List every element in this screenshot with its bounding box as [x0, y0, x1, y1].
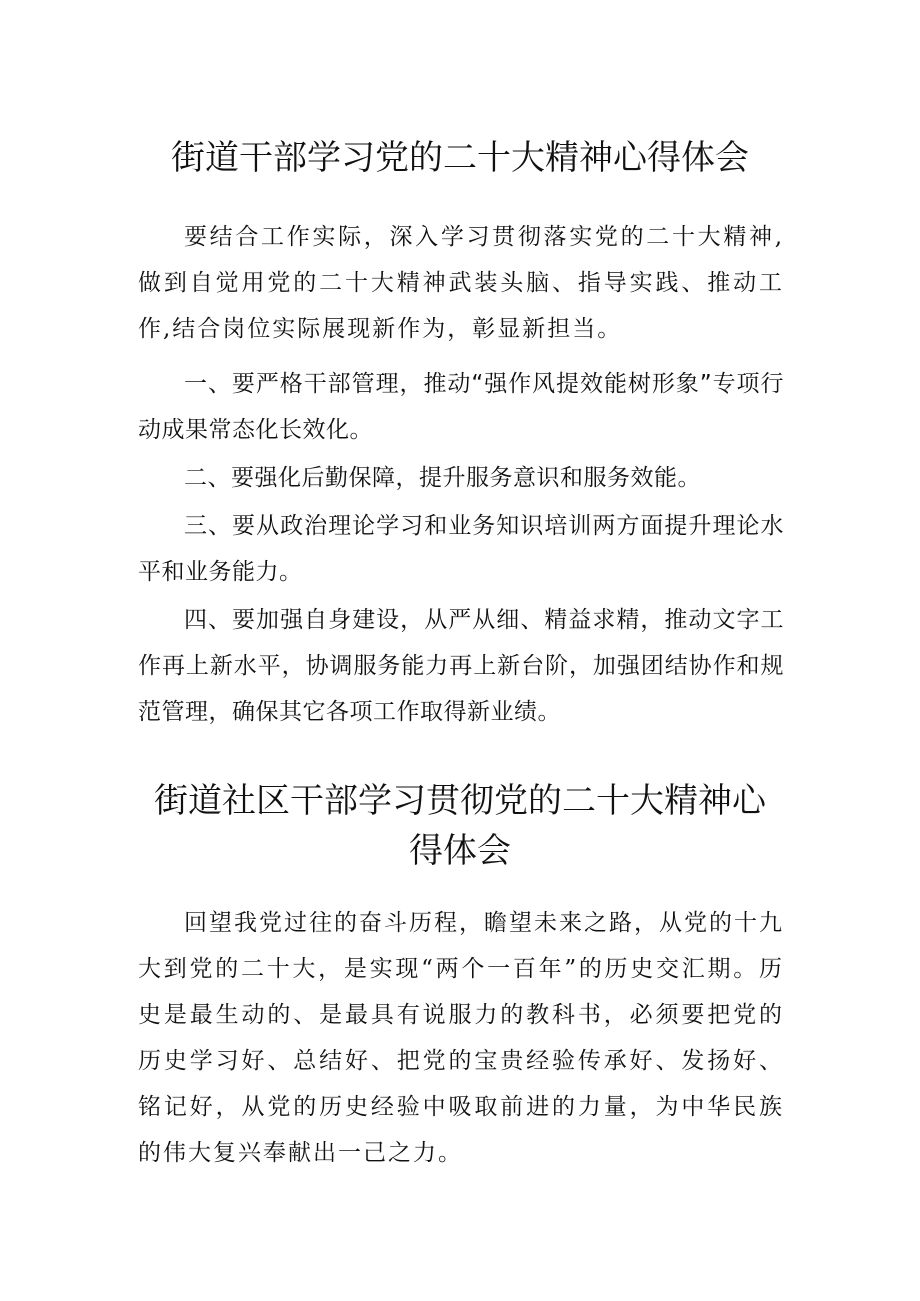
article2-title [120, 776, 800, 876]
article1-item-4: 四、要加强自身建设，从严从细、精益求精，推动文字工作再上新水平，协调服务能力再上新台阶，加强团结协作和规范管理，确保其它各项工作取得新业绩。 [138, 607, 784, 725]
article2-title-line1: 街道社区干部学习贯彻党的二十大精神心 [154, 781, 766, 821]
article2-paragraph: 回望我党过往的奋斗历程，瞻望未来之路，从党的十九大到党的二十大，是实现“两个一百年”的历史交汇期。历史是最生动的、是最具有说服力的教科书，必须要把党的历史学习好、总结好、把党的宝贵经验传承好、发扬好、铭记好，从党的历史经验中吸取前进的力量，为中华民族的伟大复兴奉献出一己之力。 [138, 910, 784, 1166]
article1-intro-paragraph: 要结合工作实际，深入学习贯彻落实党的二十大精神,做到自觉用党的二十大精神武装头脑、指导实践、推动工作,结合岗位实际展现新作为，彰显新担当。 [138, 224, 784, 342]
article2-title-line2: 得体会 [409, 831, 511, 871]
article1-title: 街道干部学习党的二十大精神心得体会 [171, 138, 749, 178]
article1-item-3: 三、要从政治理论学习和业务知识培训两方面提升理论水平和业务能力。 [138, 513, 784, 585]
article1-item-1: 一、要严格干部管理，推动“强作风提效能树形象”专项行动成果常态化长效化。 [138, 371, 784, 443]
article1-item-2: 二、要强化后勤保障，提升服务意识和服务效能。 [184, 465, 701, 491]
